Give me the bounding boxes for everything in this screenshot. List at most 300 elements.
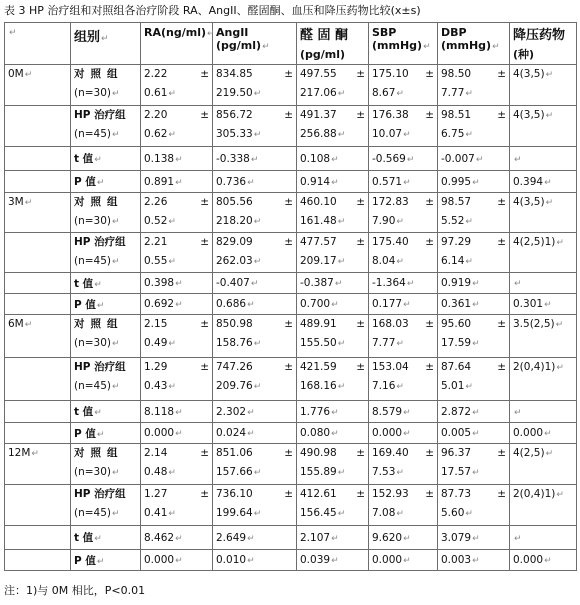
sd-value: 6.14 [441, 255, 465, 267]
paragraph-mark: ↵ [168, 382, 176, 392]
paragraph-mark: ↵ [168, 509, 176, 519]
stage-label: 6M [8, 318, 24, 330]
sd-value: 7.16 [372, 380, 396, 392]
sd-value: 5.01 [441, 380, 465, 392]
paragraph-mark: ↵ [175, 154, 183, 165]
cell-t-drug [510, 147, 577, 171]
mean-value: 2.21 [144, 236, 168, 248]
cell-p-sbp: 0.000↵ [369, 550, 438, 571]
plus-minus: ± [200, 361, 209, 373]
sd-value: 10.07 [372, 128, 403, 140]
plus-minus: ± [284, 109, 293, 121]
group-cell [71, 193, 141, 233]
sd-value: 7.08 [372, 507, 396, 519]
sd-value: 7.77 [441, 87, 465, 99]
plus-minus: ± [200, 447, 209, 459]
cell-p-sbp: 0.000↵ [369, 423, 438, 444]
cell-dbp [438, 193, 510, 233]
mean-value: 172.83 [372, 196, 409, 208]
paragraph-mark: ↵ [94, 408, 102, 418]
cell-ra [141, 315, 213, 358]
footnote: 注：1)与 0M 相比，P<0.01 [4, 584, 146, 597]
cell-sbp [369, 444, 438, 485]
paragraph-mark: ↵ [472, 429, 480, 439]
header-corner: ↵ [5, 23, 71, 65]
cell-t-sbp: -0.569↵ [369, 147, 438, 171]
group-n: (n=45) [74, 380, 112, 392]
plus-minus: ± [497, 68, 506, 80]
stage-cell [5, 294, 71, 315]
plus-minus: ± [284, 318, 293, 330]
stage-label: 3M [8, 196, 24, 208]
stage-cell [5, 550, 71, 571]
cell-angii [213, 315, 297, 358]
table-row [5, 423, 577, 444]
group-name: 对照组 [74, 318, 124, 330]
cell-ra [141, 485, 213, 526]
paragraph-mark: ↵ [96, 429, 105, 440]
stage-cell [5, 193, 71, 233]
mean-value: 169.40 [372, 447, 409, 459]
paragraph-mark: ↵ [247, 407, 255, 418]
sd-value: 256.88 [300, 128, 337, 140]
cell-dbp [438, 233, 510, 273]
cell-sbp [369, 65, 438, 106]
sd-value: 0.49 [144, 337, 168, 349]
paragraph-mark: ↵ [247, 177, 255, 188]
mean-value: 491.37 [300, 109, 337, 121]
paragraph-mark: ↵ [24, 320, 33, 330]
group-name: HP 治疗组 [74, 488, 126, 500]
paragraph-mark: ↵ [472, 556, 480, 566]
sd-value: 157.66 [216, 466, 253, 478]
sd-value: 209.17 [300, 255, 337, 267]
paragraph-mark: ↵ [465, 257, 473, 267]
paragraph-mark: ↵ [253, 130, 262, 140]
paragraph-mark: ↵ [472, 533, 480, 544]
paragraph-mark: ↵ [331, 407, 339, 418]
mean-value: 489.91 [300, 318, 337, 330]
table-caption: 表 3 HP 治疗组和对照组各治疗阶段 RA、AngII、醛固酮、血压和降压药物比较(x±s) [4, 4, 421, 17]
stage-cell [5, 401, 71, 423]
paragraph-mark: ↵ [96, 300, 105, 311]
paragraph-mark: ↵ [253, 382, 262, 392]
cell-p-ra: 0.000↵ [141, 550, 213, 571]
paragraph-mark: ↵ [475, 154, 484, 165]
paragraph-mark: ↵ [112, 468, 120, 478]
paragraph-mark: ↵ [112, 217, 120, 227]
stat-label-cell: P 值↵ [71, 550, 141, 571]
mean-value: 460.10 [300, 196, 337, 208]
header-dbp: DBP (mmHg)↵ [438, 23, 510, 65]
cell-ra [141, 106, 213, 147]
mean-value: 153.04 [372, 361, 409, 373]
plus-minus: ± [425, 196, 434, 208]
group-n: (n=45) [74, 255, 112, 267]
paragraph-mark: ↵ [168, 130, 176, 140]
header-drugs: 降压药物 (种) [510, 23, 577, 65]
table-row [5, 233, 577, 273]
stat-label-cell: t 值↵ [71, 273, 141, 294]
plus-minus: ± [200, 236, 209, 248]
table-row [5, 65, 577, 106]
plus-minus: ± [200, 196, 209, 208]
group-name: HP 治疗组 [74, 109, 126, 121]
group-cell [71, 65, 141, 106]
group-n: (n=30) [74, 466, 112, 478]
paragraph-mark: ↵ [96, 178, 105, 188]
paragraph-mark: ↵ [396, 468, 404, 478]
mean-value: 2.22 [144, 68, 168, 80]
cell-p-dbp: 0.361↵ [438, 294, 510, 315]
cell-t-ra: 8.118↵ [141, 401, 213, 423]
mean-value: 490.98 [300, 447, 337, 459]
cell-p-sbp: 0.177↵ [369, 294, 438, 315]
cell-t-dbp: 0.919↵ [438, 273, 510, 294]
cell-p-angii: 0.736↵ [213, 171, 297, 193]
paragraph-mark: ↵ [112, 382, 120, 392]
paragraph-mark: ↵ [514, 279, 522, 289]
paragraph-mark: ↵ [96, 556, 105, 567]
cell-p-dbp: 0.005↵ [438, 423, 510, 444]
paragraph-mark: ↵ [472, 177, 480, 188]
group-n: (n=30) [74, 87, 112, 99]
stage-cell [5, 171, 71, 193]
cell-ra [141, 358, 213, 401]
paragraph-mark: ↵ [337, 89, 346, 99]
cell-angii [213, 485, 297, 526]
stage-cell [5, 315, 71, 358]
cell-p-angii: 0.024↵ [213, 423, 297, 444]
stat-label-cell: t 值↵ [71, 401, 141, 423]
paragraph-mark: ↵ [253, 468, 262, 478]
table-row [5, 485, 577, 526]
paragraph-mark: ↵ [168, 468, 176, 478]
sd-value: 0.61 [144, 87, 168, 99]
paragraph-mark: ↵ [555, 320, 564, 330]
table-row [5, 315, 577, 358]
paragraph-mark: ↵ [403, 130, 411, 140]
mean-value: 2.20 [144, 109, 168, 121]
paragraph-mark: ↵ [545, 70, 554, 80]
plus-minus: ± [356, 68, 365, 80]
cell-p-ald: 0.700↵ [297, 294, 369, 315]
sd-value: 0.43 [144, 380, 168, 392]
paragraph-mark: ↵ [175, 300, 183, 310]
cell-p-sbp: 0.571↵ [369, 171, 438, 193]
paragraph-mark: ↵ [24, 70, 33, 80]
table-row [5, 550, 577, 571]
paragraph-mark: ↵ [545, 449, 554, 459]
paragraph-mark: ↵ [403, 407, 411, 418]
paragraph-mark: ↵ [31, 449, 39, 459]
sd-value: 209.76 [216, 380, 253, 392]
group-cell [71, 315, 141, 358]
table-row [5, 294, 577, 315]
paragraph-mark: ↵ [556, 490, 564, 500]
sd-value: 0.55 [144, 255, 168, 267]
cell-dbp [438, 65, 510, 106]
mean-value: 95.60 [441, 318, 472, 330]
stage-cell [5, 526, 71, 550]
paragraph-mark: ↵ [465, 89, 473, 99]
plus-minus: ± [497, 447, 506, 459]
cell-p-angii: 0.686↵ [213, 294, 297, 315]
stage-cell [5, 444, 71, 485]
sd-value: 7.53 [372, 466, 396, 478]
mean-value: 850.98 [216, 318, 253, 330]
paragraph-mark: ↵ [396, 257, 404, 267]
paragraph-mark: ↵ [112, 339, 120, 349]
stage-cell [5, 273, 71, 294]
paragraph-mark: ↵ [247, 533, 255, 544]
plus-minus: ± [425, 361, 434, 373]
sd-value: 199.64 [216, 507, 253, 519]
group-cell [71, 485, 141, 526]
sd-value: 17.57 [441, 466, 472, 478]
table-row [5, 106, 577, 147]
mean-value: 98.50 [441, 68, 472, 80]
paragraph-mark: ↵ [465, 382, 473, 392]
paragraph-mark: ↵ [94, 534, 102, 544]
paragraph-mark: ↵ [403, 429, 411, 439]
cell-dbp [438, 444, 510, 485]
plus-minus: ± [356, 361, 365, 373]
paragraph-mark: ↵ [465, 130, 473, 140]
paragraph-mark: ↵ [331, 154, 339, 165]
plus-minus: ± [284, 361, 293, 373]
cell-angii [213, 193, 297, 233]
header-aldosterone: 醛 固 酮 (pg/ml) [297, 23, 369, 65]
mean-value: 175.10 [372, 68, 409, 80]
cell-t-dbp: 3.079↵ [438, 526, 510, 550]
cell-dbp [438, 315, 510, 358]
plus-minus: ± [200, 109, 209, 121]
cell-t-dbp: 2.872↵ [438, 401, 510, 423]
plus-minus: ± [356, 236, 365, 248]
table-row [5, 273, 577, 294]
sd-value: 155.89 [300, 466, 337, 478]
cell-t-angii: -0.338↵ [213, 147, 297, 171]
sd-value: 219.50 [216, 87, 253, 99]
sd-value: 5.52 [441, 215, 465, 227]
paragraph-mark: ↵ [337, 257, 346, 267]
cell-drug: 3.5(2,5)↵ [510, 315, 577, 358]
plus-minus: ± [356, 318, 365, 330]
cell-t-sbp: 8.579↵ [369, 401, 438, 423]
cell-drug: 4(3,5)↵ [510, 65, 577, 106]
cell-p-ald: 0.914↵ [297, 171, 369, 193]
stage-label: 12M [8, 447, 31, 459]
mean-value: 829.09 [216, 236, 253, 248]
paragraph-mark: ↵ [396, 509, 404, 519]
sd-value: 7.77 [372, 337, 396, 349]
sd-value: 0.41 [144, 507, 168, 519]
group-cell [71, 444, 141, 485]
paragraph-mark: ↵ [472, 279, 480, 289]
cell-drug: 4(3,5)↵ [510, 106, 577, 147]
paragraph-mark: ↵ [337, 130, 346, 140]
cell-dbp [438, 485, 510, 526]
paragraph-mark: ↵ [175, 177, 183, 188]
paragraph-mark: ↵ [331, 556, 339, 566]
paragraph-mark: ↵ [253, 217, 262, 227]
paragraph-mark: ↵ [24, 198, 33, 208]
paragraph-mark: ↵ [465, 217, 473, 227]
paragraph-mark: ↵ [337, 382, 346, 392]
header-ra: RA(ng/ml)↵ [141, 23, 213, 65]
group-n: (n=30) [74, 337, 112, 349]
plus-minus: ± [425, 109, 434, 121]
mean-value: 98.51 [441, 109, 472, 121]
paragraph-mark: ↵ [403, 533, 411, 544]
cell-ra [141, 65, 213, 106]
plus-minus: ± [425, 236, 434, 248]
paragraph-mark: ↵ [544, 300, 552, 310]
sd-value: 8.67 [372, 87, 396, 99]
cell-ald [297, 315, 369, 358]
cell-t-sbp: 9.620↵ [369, 526, 438, 550]
plus-minus: ± [497, 236, 506, 248]
cell-ald [297, 444, 369, 485]
paragraph-mark: ↵ [396, 217, 404, 227]
paragraph-mark: ↵ [406, 279, 415, 289]
paragraph-mark: ↵ [544, 556, 552, 566]
paragraph-mark: ↵ [331, 177, 339, 188]
mean-value: 87.64 [441, 361, 472, 373]
cell-t-drug [510, 526, 577, 550]
mean-value: 747.26 [216, 361, 253, 373]
paragraph-mark: ↵ [175, 429, 183, 439]
header-row [5, 23, 577, 65]
paragraph-mark: ↵ [247, 429, 255, 439]
table-row [5, 444, 577, 485]
table-row [5, 358, 577, 401]
cell-ald [297, 65, 369, 106]
comparison-table [4, 22, 577, 571]
plus-minus: ± [425, 447, 434, 459]
mean-value: 2.14 [144, 447, 168, 459]
mean-value: 477.57 [300, 236, 337, 248]
table-row [5, 401, 577, 423]
sd-value: 305.33 [216, 128, 253, 140]
group-name: HP 治疗组 [74, 361, 126, 373]
plus-minus: ± [497, 318, 506, 330]
cell-angii [213, 233, 297, 273]
paragraph-mark: ↵ [472, 300, 480, 310]
paragraph-mark: ↵ [175, 556, 183, 566]
cell-p-ra: 0.891↵ [141, 171, 213, 193]
cell-t-angii: -0.407↵ [213, 273, 297, 294]
stat-label-cell: t 值↵ [71, 147, 141, 171]
paragraph-mark: ↵ [514, 154, 522, 165]
plus-minus: ± [425, 488, 434, 500]
table-row [5, 193, 577, 233]
header-group: 组别↵ [71, 23, 141, 65]
cell-p-ra: 0.000↵ [141, 423, 213, 444]
paragraph-mark: ↵ [94, 155, 102, 165]
stage-cell [5, 423, 71, 444]
group-cell [71, 358, 141, 401]
stage-cell [5, 485, 71, 526]
paragraph-mark: ↵ [168, 257, 176, 267]
cell-t-dbp: -0.007↵ [438, 147, 510, 171]
cell-ald [297, 193, 369, 233]
mean-value: 2.15 [144, 318, 168, 330]
plus-minus: ± [425, 68, 434, 80]
cell-t-ra: 0.138↵ [141, 147, 213, 171]
stat-label-cell: P 值↵ [71, 294, 141, 315]
paragraph-mark: ↵ [331, 533, 339, 544]
cell-p-dbp: 0.995↵ [438, 171, 510, 193]
cell-t-ald: -0.387↵ [297, 273, 369, 294]
mean-value: 412.61 [300, 488, 337, 500]
group-name: 对照组 [74, 68, 124, 80]
stage-cell [5, 147, 71, 171]
plus-minus: ± [425, 318, 434, 330]
cell-sbp [369, 193, 438, 233]
paragraph-mark: ↵ [250, 279, 259, 289]
cell-ra [141, 444, 213, 485]
cell-dbp [438, 358, 510, 401]
plus-minus: ± [356, 447, 365, 459]
sd-value: 168.16 [300, 380, 337, 392]
paragraph-mark: ↵ [331, 300, 339, 310]
sd-value: 0.52 [144, 215, 168, 227]
sd-value: 7.90 [372, 215, 396, 227]
group-name: 对照组 [74, 196, 124, 208]
mean-value: 736.10 [216, 488, 253, 500]
mean-value: 97.29 [441, 236, 472, 248]
stat-label-cell: P 值↵ [71, 171, 141, 193]
cell-sbp [369, 106, 438, 147]
mean-value: 87.73 [441, 488, 472, 500]
mean-value: 175.40 [372, 236, 409, 248]
mean-value: 2.26 [144, 196, 168, 208]
cell-drug: 2(0,4)1)↵ [510, 358, 577, 401]
cell-ra [141, 193, 213, 233]
mean-value: 176.38 [372, 109, 409, 121]
plus-minus: ± [497, 109, 506, 121]
paragraph-mark: ↵ [253, 89, 262, 99]
paragraph-mark: ↵ [406, 154, 415, 165]
sd-value: 17.59 [441, 337, 472, 349]
cell-p-ald: 0.080↵ [297, 423, 369, 444]
cell-p-drug: 0.301↵ [510, 294, 577, 315]
paragraph-mark: ↵ [472, 468, 480, 478]
paragraph-mark: ↵ [175, 407, 183, 418]
plus-minus: ± [356, 196, 365, 208]
paragraph-mark: ↵ [253, 509, 262, 519]
paragraph-mark: ↵ [331, 429, 339, 439]
paragraph-mark: ↵ [544, 177, 552, 188]
table-row [5, 171, 577, 193]
plus-minus: ± [497, 196, 506, 208]
cell-p-drug: 0.000↵ [510, 423, 577, 444]
plus-minus: ± [284, 196, 293, 208]
cell-angii [213, 358, 297, 401]
paragraph-mark: ↵ [396, 382, 404, 392]
plus-minus: ± [356, 109, 365, 121]
sd-value: 8.04 [372, 255, 396, 267]
group-name: HP 治疗组 [74, 236, 126, 248]
cell-p-drug: 0.394↵ [510, 171, 577, 193]
paragraph-mark: ↵ [396, 89, 404, 99]
mean-value: 834.85 [216, 68, 253, 80]
cell-angii [213, 65, 297, 106]
mean-value: 98.57 [441, 196, 472, 208]
table-row [5, 147, 577, 171]
